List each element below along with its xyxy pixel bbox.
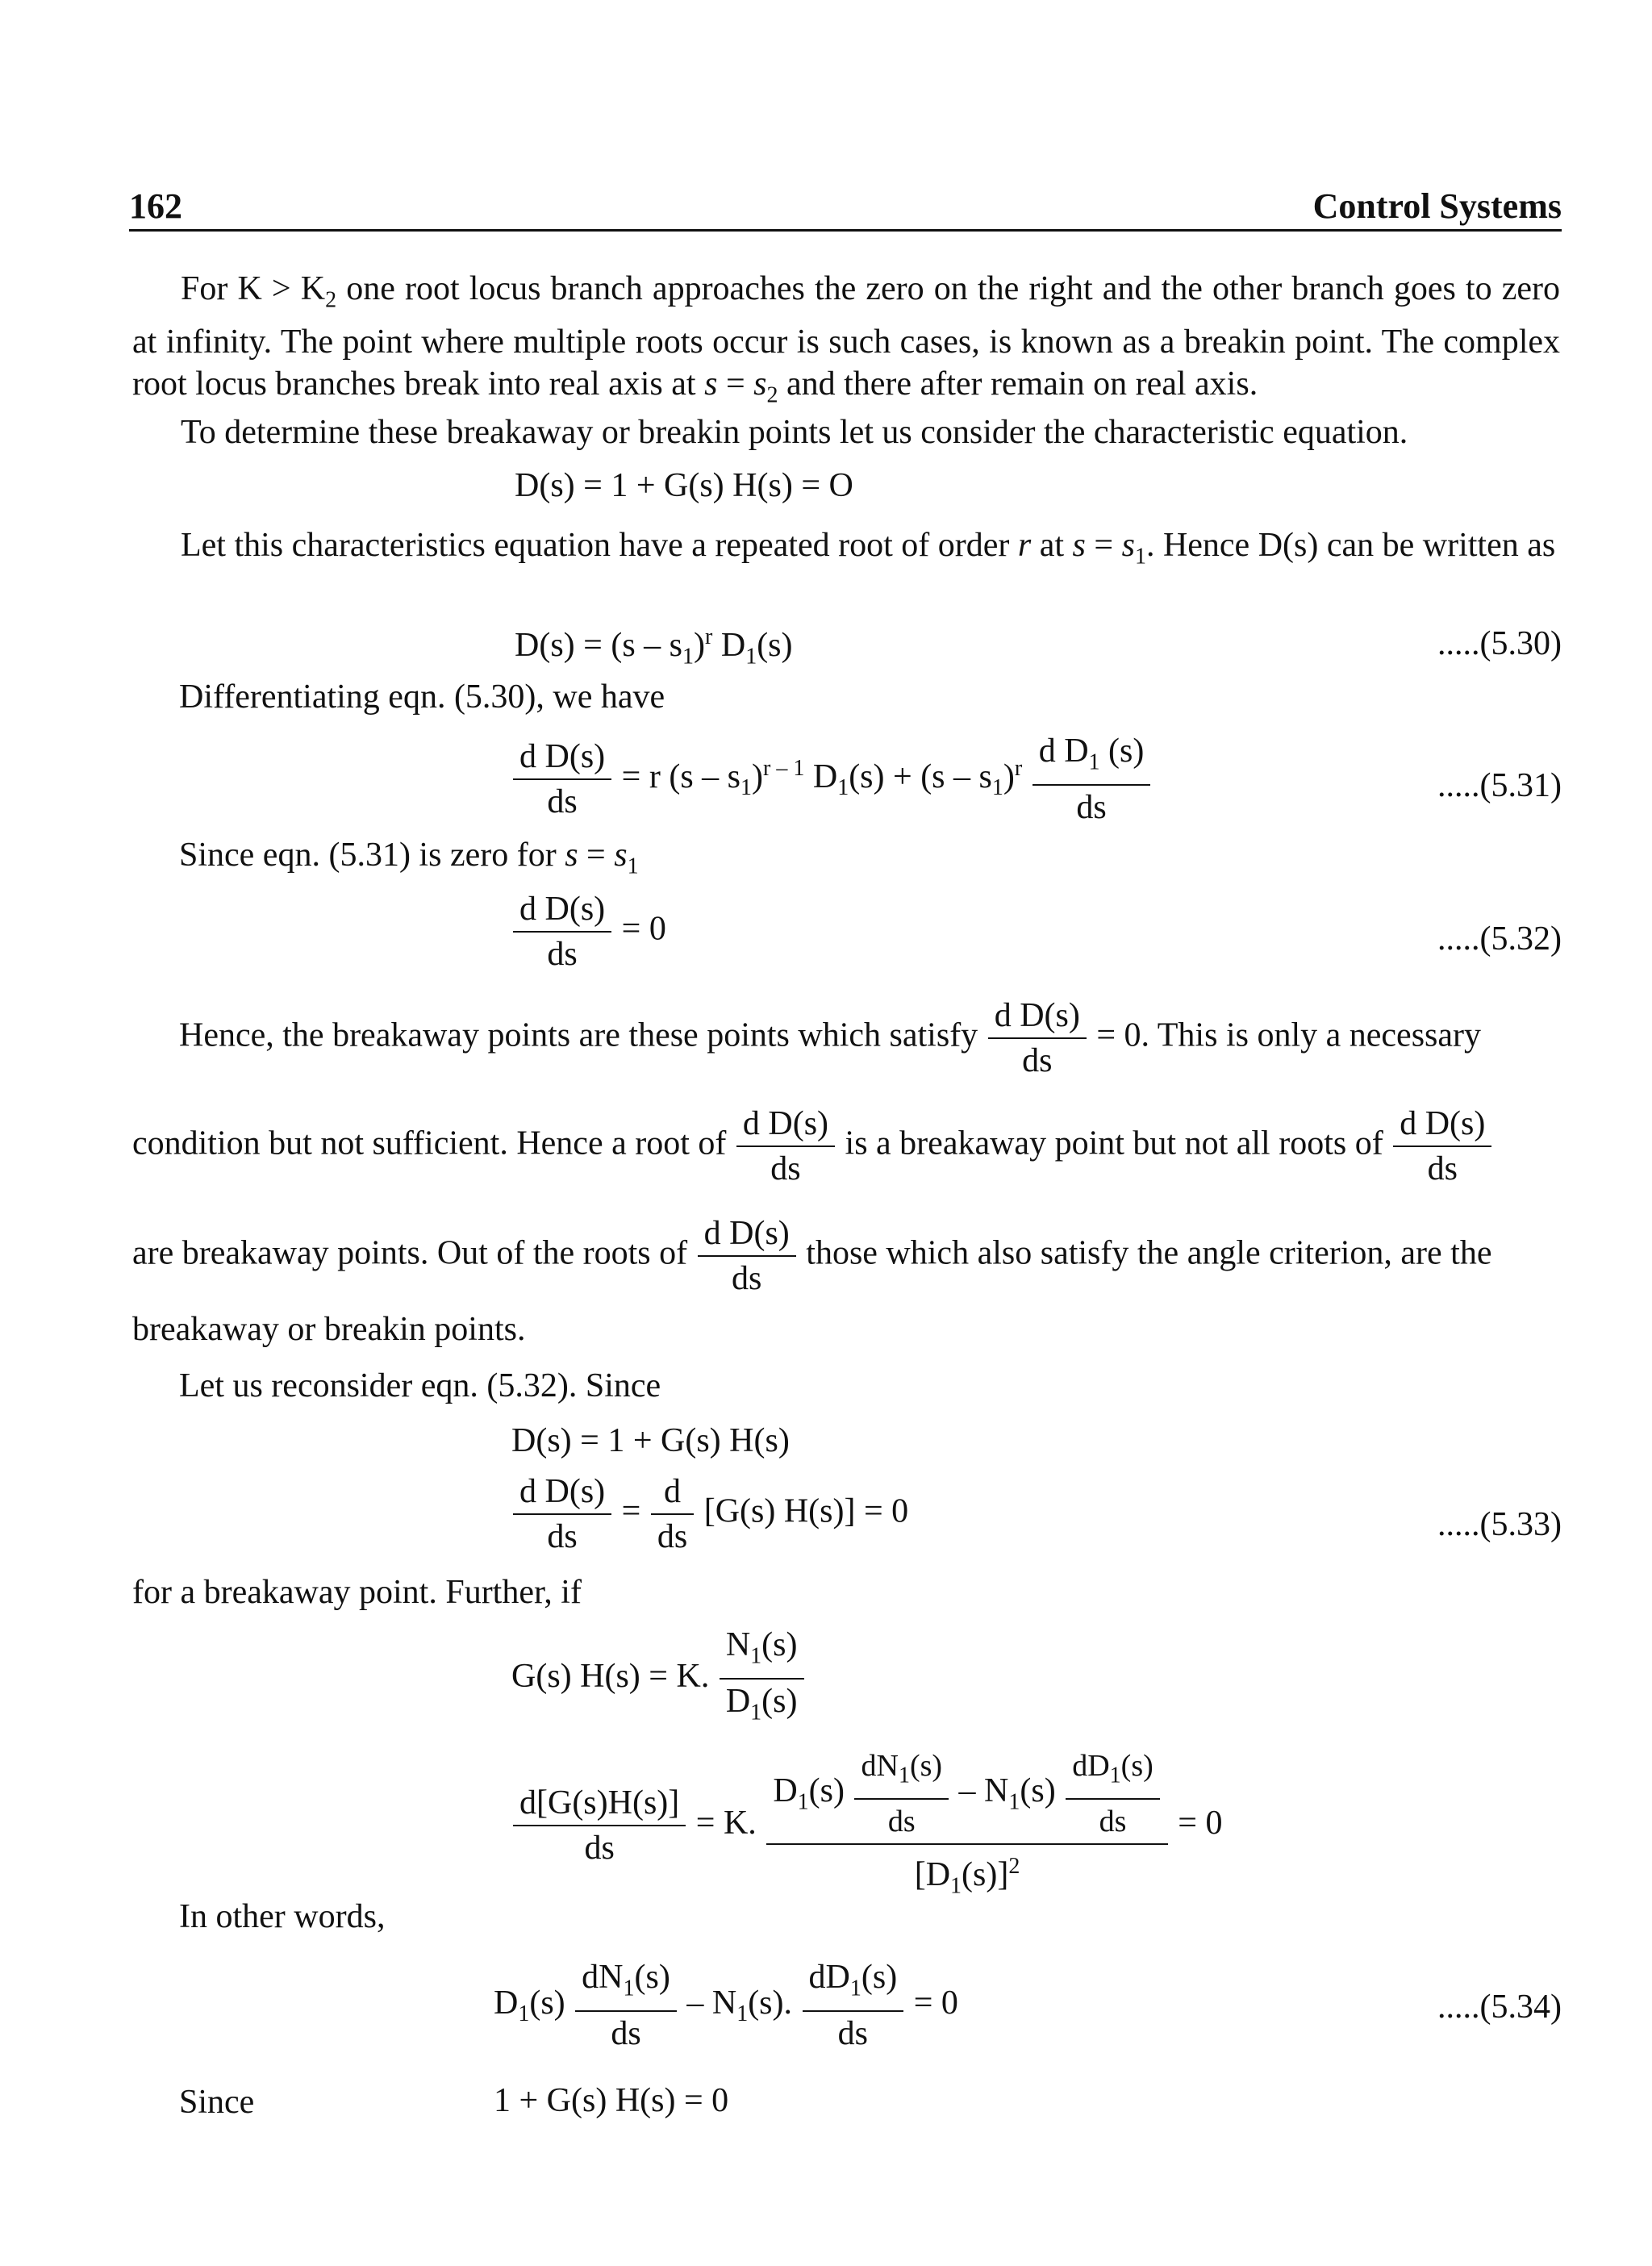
running-title: Control Systems xyxy=(1312,186,1562,226)
paragraph-1: For $K > K_2$ one root locus branch approaches the zero on the right and the other branch goes to zero at infinity. The point where multiple roots occur is such cases, is known as a breakin point. The complex root locus branches break into real axis at $s = s_2$ and there after remain on real axis. xyxy=(132,270,1560,408)
equation-number-5-33: .....(5.33) xyxy=(1437,1506,1562,1543)
equation-number-5-32: .....(5.32) xyxy=(1437,920,1562,958)
equation-5-34: $D_1(s)$ $\frac{dN_1(s)}{ds}$ – $N_1(s)$. $\frac{dD_1(s)}{ds}$ = 0 xyxy=(494,1959,958,2053)
equation-characteristic: D(s) = 1 + G(s) H(s) = O xyxy=(515,467,853,504)
equation-number-5-30: .....(5.30) xyxy=(1437,625,1562,662)
equation-gh: G(s) H(s) = K. $\frac{N_1(s)}{D_1(s)}$ xyxy=(511,1626,806,1732)
page-number: 162 xyxy=(129,186,182,226)
paragraph-11: for a breakaway point. Further, if xyxy=(132,1574,582,1611)
since-label: Since xyxy=(179,2084,255,2121)
paragraph-3: Let this characteristics equation have a repeated root of order r at $s = s_1$. Hence D(s) can be written as xyxy=(181,527,1556,570)
header-rule xyxy=(129,229,1562,232)
equation-5-32: $\frac{\text{d D(s)}}{ds}$ = 0 xyxy=(511,891,666,973)
paragraph-5: Since eqn. (5.31) is zero for $s = s_1$ xyxy=(179,837,639,879)
paragraph-6: Hence, the breakaway points are these points which satisfy $\frac{\text{d D(s)}}{ds}$ = 0. This is only a necessary xyxy=(179,997,1482,1079)
equation-number-5-34: .....(5.34) xyxy=(1437,1988,1562,2026)
paragraph-7: condition but not sufficient. Hence a root of $\frac{\text{d D(s)}}{ds}$ is a breakaway point but not all roots of $\frac{\text{d D(s)}}{ds}$ xyxy=(132,1105,1493,1187)
equation-number-5-31: .....(5.31) xyxy=(1437,767,1562,804)
equation-d-of-s: D(s) = 1 + G(s) H(s) xyxy=(511,1422,790,1459)
paragraph-12: In other words, xyxy=(179,1898,386,1935)
paragraph-8: are breakaway points. Out of the roots of $\frac{\text{d D(s)}}{ds}$ those which also satisfy the angle criterion, are the xyxy=(132,1215,1492,1297)
paragraph-4: Differentiating eqn. (5.30), we have xyxy=(179,678,665,716)
equation-derivative: $\frac{d[G(s)H(s)]}{ds}$ = K. $D_1(s)$ $\frac{dN_1(s)}{ds}$ – $N_1(s)$ $\frac{dD_1(s)}{ds}$ $[D_1(s)]^2$ = 0 xyxy=(511,1747,1222,1905)
equation-5-33: $\frac{\text{d D(s)}}{ds}$ = $\frac{d}{ds}$ [G(s) H(s)] = 0 xyxy=(511,1473,908,1555)
paragraph-10: Let us reconsider eqn. (5.32). Since xyxy=(179,1367,661,1404)
equation-final: 1 + G(s) H(s) = 0 xyxy=(494,2082,729,2119)
paragraph-2: To determine these breakaway or breakin points let us consider the characteristic equation. xyxy=(181,414,1408,451)
paragraph-9: breakaway or breakin points. xyxy=(132,1311,526,1348)
equation-5-31: $\frac{\text{d D(s)}}{ds}$ = r $(s - s_1)^{r - 1}$ $D_1(s) + (s - s_1)^r$ $\frac{d D_1 (s)}{ds}$ xyxy=(511,732,1152,826)
equation-5-30: $D(s) = (s - s_1)^r$ $D_1(s)$ xyxy=(515,624,793,670)
